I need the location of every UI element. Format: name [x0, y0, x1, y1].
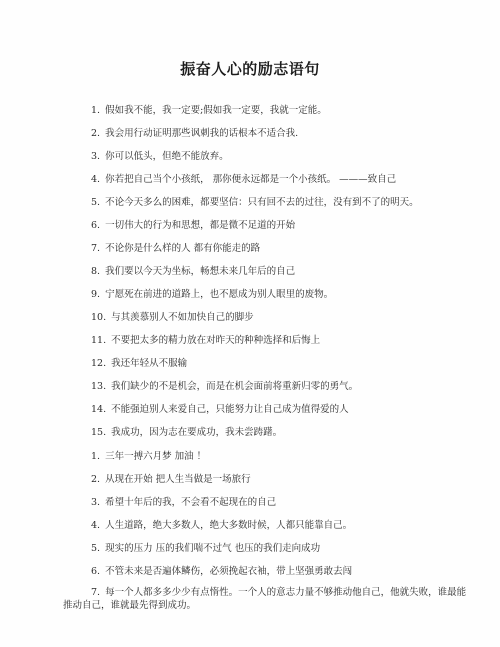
item-text: 与其羡慕别人不如加快自己的脚步 — [111, 312, 254, 323]
item-number: 1. — [91, 105, 101, 116]
list-item — [91, 265, 471, 278]
item-text: 我还年轻从不服输 — [111, 358, 188, 369]
list-item — [91, 426, 471, 439]
list-item — [91, 104, 471, 117]
item-number: 5. — [91, 197, 101, 208]
list-item — [91, 173, 471, 186]
list-item — [91, 496, 471, 509]
item-text: 不论今天多么的困难，都要坚信：只有回不去的过往，没有到不了的明天。 — [105, 197, 419, 208]
item-number: 4. — [91, 174, 101, 185]
item-number: 8. — [91, 266, 101, 277]
list-item — [91, 150, 471, 163]
list-item — [91, 288, 471, 301]
item-text: 我们缺少的不是机会，而是在机会面前将重新归零的勇气。 — [111, 381, 359, 392]
item-number: 4. — [91, 520, 101, 531]
item-number: 12. — [91, 358, 107, 369]
item-text: 一切伟大的行为和思想，都是微不足道的开始 — [105, 220, 296, 231]
item-number: 13. — [91, 381, 107, 392]
item-text: 我们要以今天为坐标，畅想未来几年后的自己 — [105, 266, 296, 277]
list-item — [91, 565, 471, 578]
item-text: 不管未来是否遍体鳞伤，必须挽起衣袖，带上坚强勇敢去闯 — [105, 566, 353, 577]
list-item — [63, 586, 473, 612]
item-text: 我成功，因为志在要成功，我未尝踌躇。 — [111, 427, 283, 438]
item-text: 我会用行动证明那些讽刺我的话根本不适合我. — [105, 128, 299, 139]
item-text: 你若把自己当个小孩纸， 那你便永远都是一个小孩纸。 ———致自己 — [105, 174, 397, 185]
list-item — [91, 127, 471, 140]
list-item — [91, 334, 471, 347]
list-item — [91, 542, 471, 555]
item-number: 1. — [91, 451, 101, 462]
item-text: 不论你是什么样的人 都有你能走的路 — [105, 243, 261, 254]
item-number: 2. — [91, 474, 101, 485]
item-number: 9. — [91, 289, 101, 300]
item-number: 2. — [91, 128, 101, 139]
page-title: 振奋人心的励志语句 — [180, 60, 320, 78]
list-item — [91, 196, 471, 209]
item-number: 14. — [91, 404, 107, 415]
item-text: 假如我不能，我一定要;假如我一定要，我就一定能。 — [105, 105, 327, 116]
list-item — [91, 357, 471, 370]
item-number: 3. — [91, 151, 101, 162]
list-item — [91, 242, 471, 255]
item-text: 宁愿死在前进的道路上，也不愿成为别人眼里的废物。 — [105, 289, 334, 300]
item-text: 每一个人都多多少少有点惰性。一个人的意志力量不够推动他自己，他就失败，谁最能推动自己，谁就最先得到成功。 — [63, 587, 467, 611]
item-text: 不能强迫别人来爱自己，只能努力让自己成为值得爱的人 — [111, 404, 349, 415]
item-number: 10. — [91, 312, 107, 323]
list-item — [91, 311, 471, 324]
item-number: 7. — [91, 587, 101, 598]
list-item — [91, 403, 471, 416]
item-number: 7. — [91, 243, 101, 254]
item-number: 3. — [91, 497, 101, 508]
item-text: 希望十年后的我，不会看不起现在的自己 — [105, 497, 277, 508]
list-item — [91, 450, 471, 463]
item-text: 人生道路，绝大多数人，绝大多数时候，人都只能靠自己。 — [105, 520, 353, 531]
list-item — [91, 473, 471, 486]
item-number: 11. — [91, 335, 107, 346]
item-number: 5. — [91, 543, 101, 554]
item-text: 三年一搏六月梦 加油 ！ — [105, 451, 207, 462]
item-text: 从现在开始 把人生当做是一场旅行 — [105, 474, 251, 485]
item-number: 15. — [91, 427, 107, 438]
item-text: 不要把太多的精力放在对昨天的种种选择和后悔上 — [111, 335, 321, 346]
item-number: 6. — [91, 220, 101, 231]
item-text: 现实的压力 压的我们喘不过气 也压的我们走向成功 — [105, 543, 321, 554]
list-item — [91, 519, 471, 532]
list-item — [91, 380, 471, 393]
item-text: 你可以低头，但绝不能放弃。 — [105, 151, 229, 162]
list-item — [91, 219, 471, 232]
item-number: 6. — [91, 566, 101, 577]
